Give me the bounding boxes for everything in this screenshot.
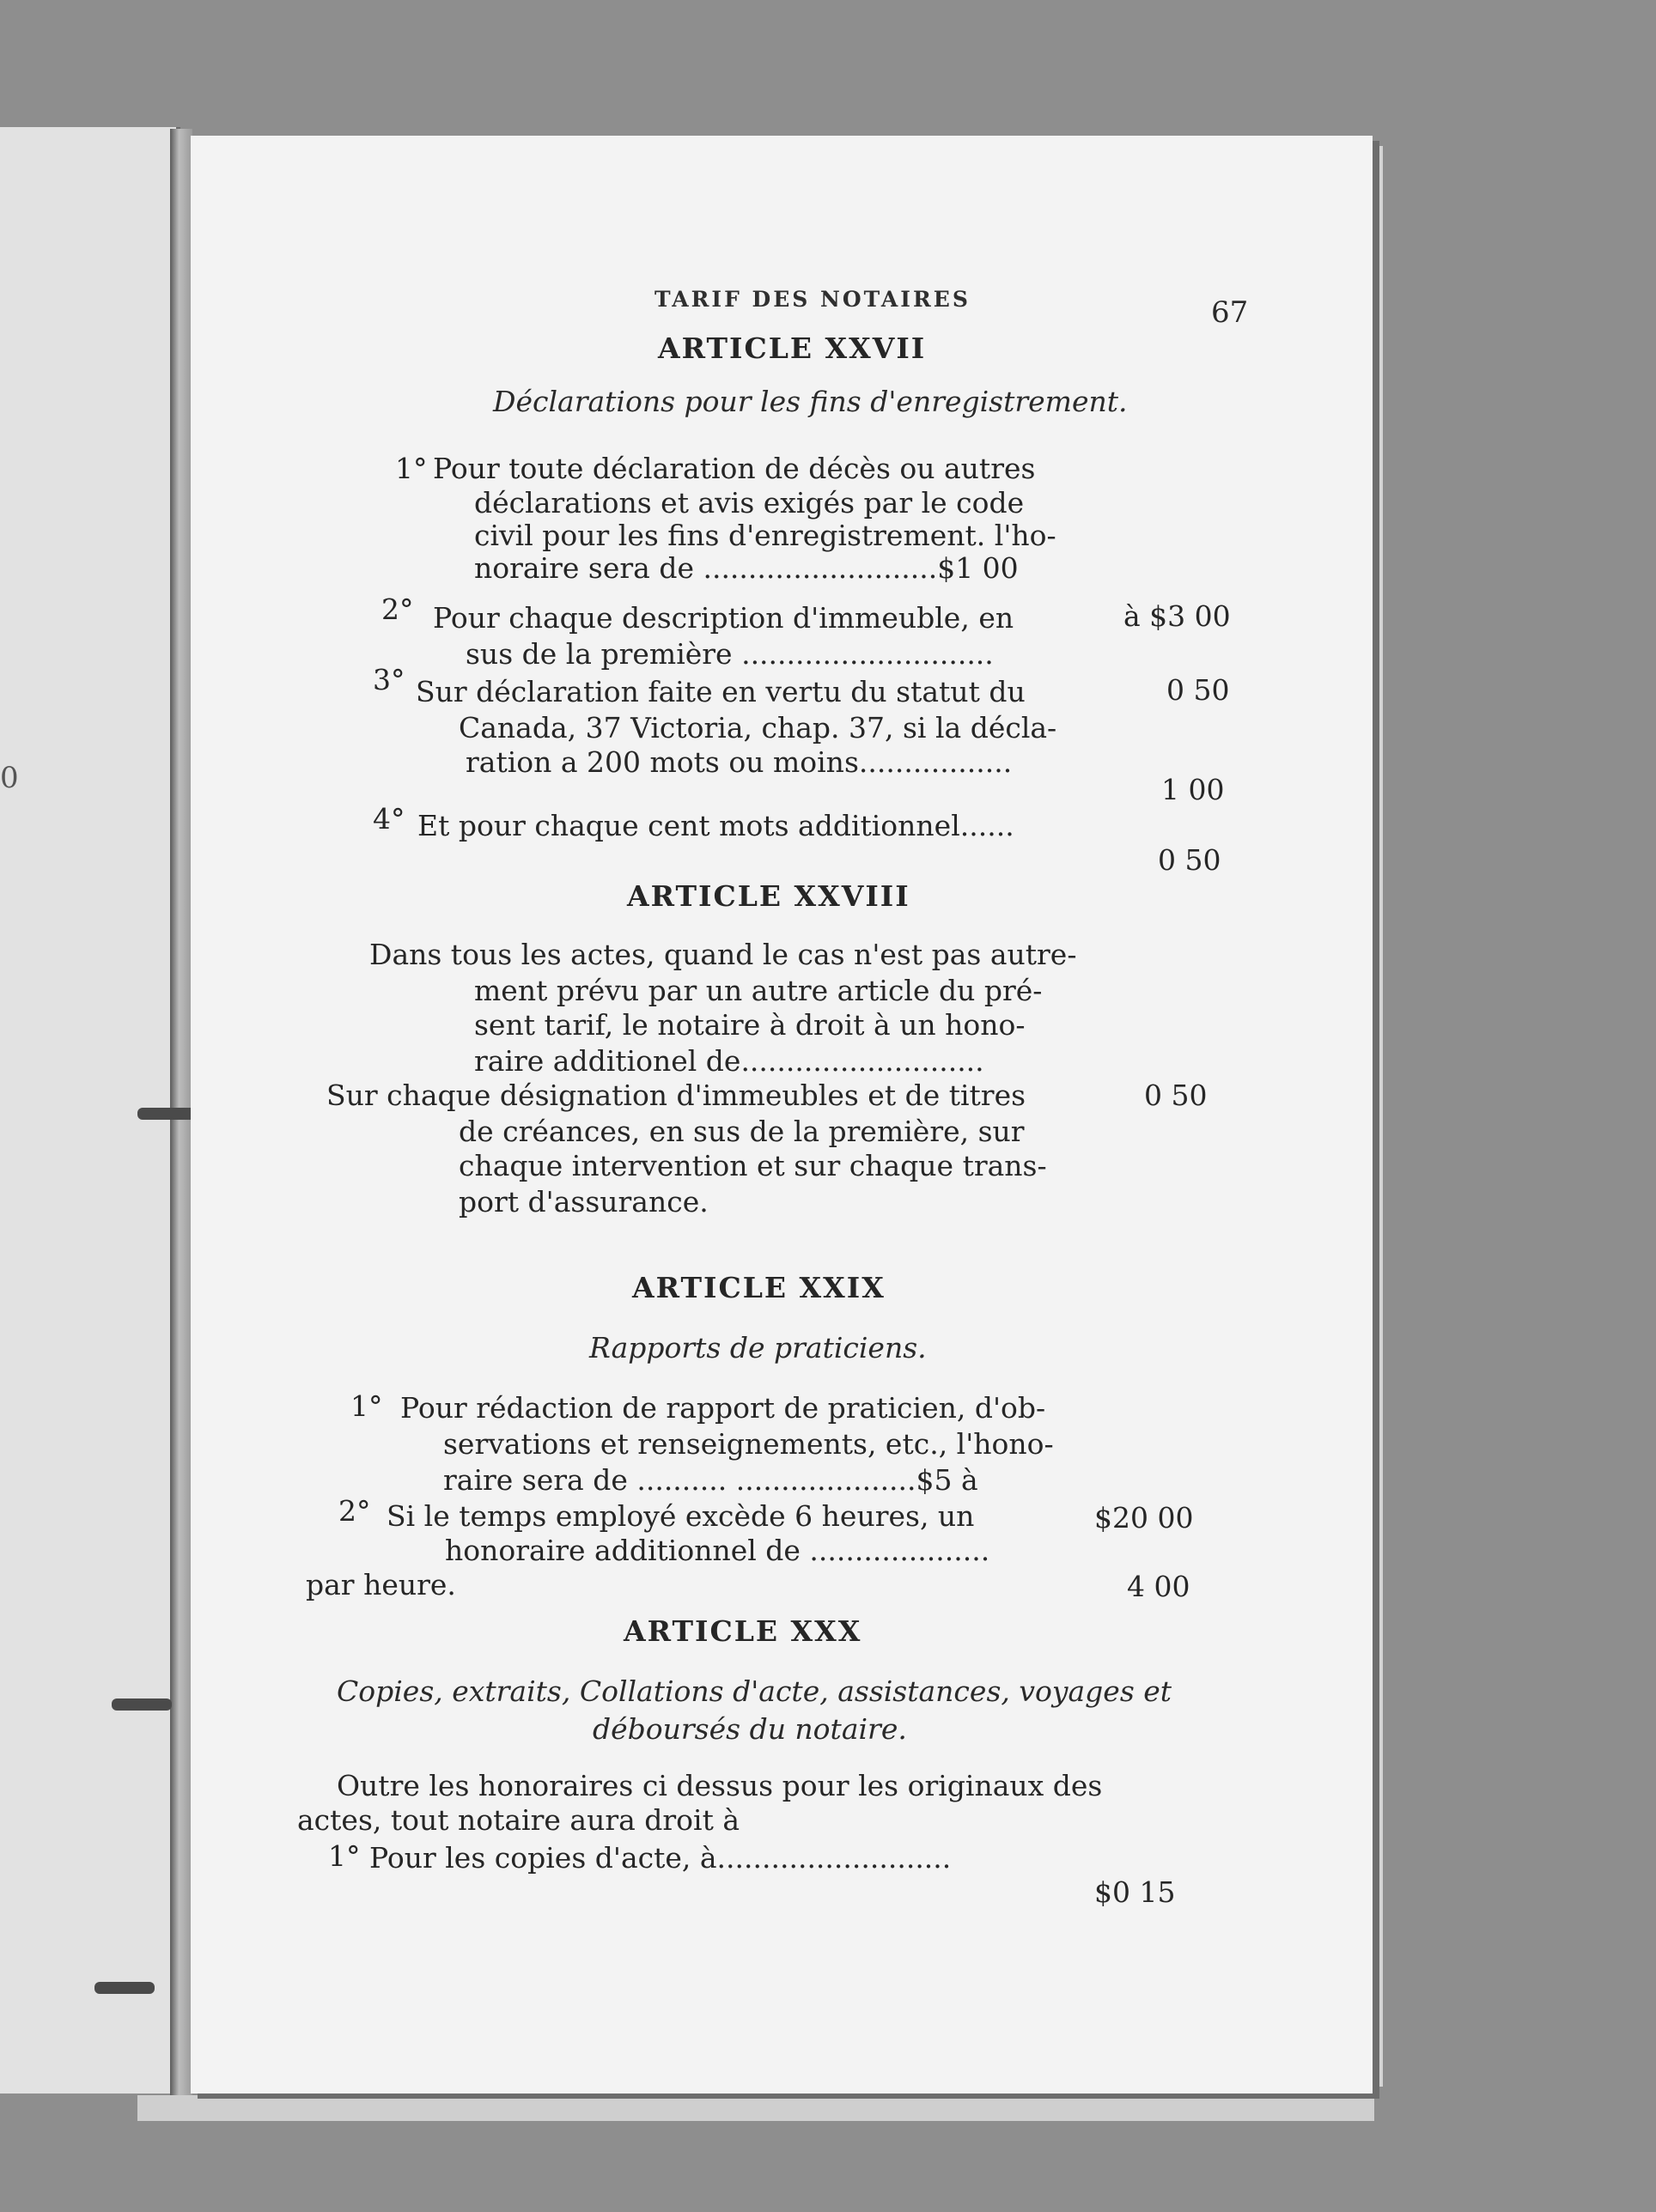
text-line: de créances, en sus de la première, sur — [459, 1115, 1025, 1148]
fee-amount: 1 00 — [1161, 773, 1225, 806]
fee-amount: à $3 00 — [1123, 599, 1231, 633]
text-line: civil pour les fins d'enregistrement. l'ho- — [474, 519, 1056, 552]
text-line: Outre les honoraires ci dessus pour les originaux des — [337, 1769, 1103, 1802]
fee-amount: 0 50 — [1166, 673, 1230, 707]
article-27-title: ARTICLE XXVII — [658, 331, 927, 365]
item-number: 4° — [373, 802, 405, 836]
article-30-subtitle: déboursés du notaire. — [593, 1712, 907, 1746]
fee-amount: 0 50 — [1158, 843, 1221, 877]
page-stack-bottom — [137, 2095, 1374, 2121]
text-line: Pour les copies d'acte, à.......................... — [369, 1841, 952, 1875]
text-line: raire sera de .......... ....................$5 à — [443, 1463, 978, 1497]
item-number: 2° — [338, 1494, 371, 1528]
left-page-edge-text: 0 — [0, 761, 19, 795]
text-line: sus de la première ............................ — [466, 637, 994, 671]
running-title: TARIF DES NOTAIRES — [654, 287, 971, 312]
item-number: 1° — [328, 1839, 361, 1873]
text-line: actes, tout notaire aura droit à — [297, 1803, 740, 1837]
item-number: 1° — [395, 452, 428, 485]
article-29-subtitle: Rapports de praticiens. — [589, 1331, 927, 1364]
text-line: servations et renseignements, etc., l'hono- — [443, 1427, 1054, 1461]
text-line: Dans tous les actes, quand le cas n'est pas autre- — [369, 938, 1077, 971]
binding-stitch — [112, 1698, 172, 1711]
fee-amount: $0 15 — [1094, 1875, 1176, 1909]
page-stack-edge — [1373, 146, 1383, 2087]
article-27-subtitle: Déclarations pour les fins d'enregistrement. — [493, 385, 1128, 418]
text-line: Pour chaque description d'immeuble, en — [433, 601, 1014, 635]
text-line: Canada, 37 Victoria, chap. 37, si la décla- — [459, 711, 1057, 744]
article-30-subtitle: Copies, extraits, Collations d'acte, assistances, voyages et — [337, 1674, 1172, 1708]
text-line: honoraire additionnel de .................... — [445, 1534, 990, 1567]
text-line: port d'assurance. — [459, 1185, 709, 1218]
text-line: chaque intervention et sur chaque trans- — [459, 1149, 1047, 1182]
text-line: par heure. — [306, 1568, 456, 1601]
book-page — [191, 136, 1373, 2094]
text-line: ment prévu par un autre article du pré- — [474, 974, 1043, 1007]
item-number: 2° — [381, 592, 414, 626]
fee-amount: $20 00 — [1094, 1501, 1194, 1534]
text-line: raire additionel de........................... — [474, 1044, 984, 1078]
text-line: Pour rédaction de rapport de praticien, d'ob- — [400, 1391, 1046, 1425]
fee-amount: 0 50 — [1144, 1079, 1208, 1112]
binding-stitch — [137, 1108, 198, 1120]
text-line: sent tarif, le notaire à droit à un hono- — [474, 1008, 1026, 1042]
page-number: 67 — [1211, 295, 1249, 330]
text-line: Pour toute déclaration de décès ou autres — [433, 452, 1036, 485]
article-30-title: ARTICLE XXX — [624, 1614, 862, 1648]
fee-amount: 4 00 — [1127, 1570, 1190, 1603]
text-line: Sur chaque désignation d'immeubles et de titres — [326, 1079, 1026, 1112]
item-number: 1° — [350, 1389, 383, 1423]
article-28-title: ARTICLE XXVIII — [627, 879, 910, 913]
text-line: Si le temps employé excède 6 heures, un — [387, 1499, 975, 1533]
text-line: noraire sera de ..........................$1 00 — [474, 551, 1019, 585]
item-number: 3° — [373, 663, 405, 696]
text-line: Et pour chaque cent mots additionnel...... — [417, 809, 1014, 842]
binding-stitch — [94, 1982, 155, 1994]
text-line: Sur déclaration faite en vertu du statut du — [416, 675, 1026, 708]
text-line: ration a 200 mots ou moins................. — [466, 745, 1013, 779]
article-29-title: ARTICLE XXIX — [632, 1271, 886, 1304]
text-line: déclarations et avis exigés par le code — [474, 486, 1025, 520]
